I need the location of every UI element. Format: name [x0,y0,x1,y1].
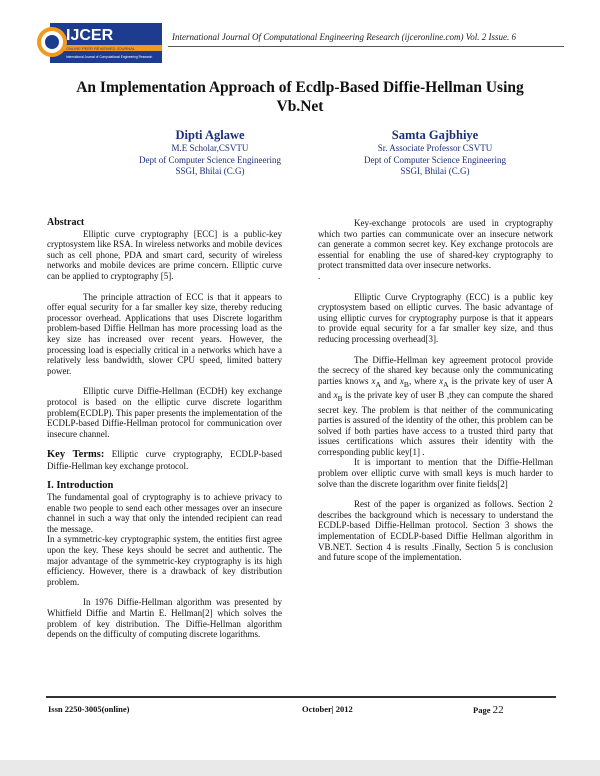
math-sub: B [337,393,343,403]
stray-dot: . [318,270,321,281]
bottom-band [0,760,600,776]
header-rule [168,46,564,47]
right-paragraph-5: Rest of the paper is organized as follows. Section 2 describes the background which is necessary to understand the ECDLP-based Diffie-Hellman protocol. Section 3 shows the implementation of ECDLP-based Diffie Hellman algorithm in VB.NET. Section 4 is results .Finally, Section 5 is conclusion and future scope of the implementation. [318,499,553,563]
logo-text: IJCER [66,27,114,44]
intro-paragraph-3: In 1976 Diffie-Hellman algorithm was presented by Whitfield Diffie and Martin E. Hellman[2] which solves the problem of key distribution. The Diffie-Hellman algorithm depends on the difficulty of computing discrete logarithms. [47,597,282,640]
footer-issn: Issn 2250-3005(online) [48,704,130,714]
author-institution: SSGI, Bhilai (C.G) [400,166,470,176]
journal-logo [36,20,164,66]
key-terms-heading: Key Terms: [47,449,105,461]
footer-rule [46,696,556,698]
text-run: and [383,375,397,386]
logo-subtitle: ONLINE PEER REVIEWED JOURNAL [66,46,136,51]
author-name: Dipti Aglawe [175,128,245,142]
math-var: x [371,375,376,386]
abstract-heading: Abstract [47,217,85,228]
author-institution: SSGI, Bhilai (C.G) [175,166,245,176]
page-label: Page [473,705,491,715]
right-paragraph-4: It is important to mention that the Diffie-Hellman problem over elliptic curve with small keys is much harder to solve than the discrete logarithm over finite fields[2] [318,457,553,489]
footer-date: October| 2012 [302,704,353,714]
introduction-heading: I. Introduction [47,480,114,492]
right-paragraph-2: Elliptic Curve Cryptography (ECC) is a public key cryptosystem based on elliptic curves. The basic advantage of using elliptic curves for cryptography purpose is that it appears to provide equal security for a far smaller key size, and thus reducing processing overhead[3]. [318,291,553,344]
abstract-paragraph-1: Elliptic curve cryptography [ECC] is a public-key cryptosystem like RSA. In wireless networks and mobile devices such as cell phone, PDA and smart card, security of wireless networks and mobile devices are prime concern. Elliptic curve can be applied to cryptography [5]. [47,228,282,281]
logo-journal-name: International Journal of Computational Engineering Research [66,55,153,59]
abstract-paragraph-3: Elliptic curve Diffie-Hellman (ECDH) key exchange protocol is based on the elliptic curve discrete logarithm problem(ECDLP). This paper presents the implementation of the ECDLP-based Diffie-Hellman protocol for communication over insecure channel. [47,386,282,439]
math-sub: A [443,379,449,389]
intro-paragraph-1: The fundamental goal of cryptography is to achieve privacy to enable two people to send each other messages over an insecure channel in such a way that only the intended recipient can read the message. [47,492,282,534]
author-2 [325,128,545,178]
author-role: Sr. Associate Professor CSVTU [377,143,493,153]
text-run: , where [408,375,437,386]
text-run: The Diffie-Hellman key agreement protocol provide the secrecy of the shared key because only the communicating parties knows [318,354,553,386]
math-sub: B [403,379,409,389]
journal-header: International Journal Of Computational Engineering Research (ijceronline.com) Vol. 2 Issue. 6 [172,32,517,42]
math-var: x [399,375,404,386]
author-role: M.E Scholar,CSVTU [171,143,249,153]
right-paragraph-1: Key-exchange protocols are used in cryptography which two parties can communicate over an insecure network can generate a common secret key. Key exchange protocols are essential for enabling the use of shared-key cryptography to protect transmitted data over insecure networks. [318,218,553,271]
author-1 [100,128,320,178]
abstract-paragraph-2: The principle attraction of ECC is that it appears to offer equal security for a far smaller key size, thereby reducing processor overhead. Applications that uses Discrete logarithm problem-based Diffie Hellman has more processing load as the key size has increased over recent years. However, the processing load is especially critical in a networks which have a relatively less bandwidth, slower CPU speed, limited battery power. [47,291,282,376]
key-terms-text: Elliptic curve cryptography, ECDLP-based Diffie-Hellman key exchange protocol. [47,449,283,471]
right-column [318,218,553,563]
author-name: Samta Gajbhiye [391,128,479,142]
text-run: is the private key of user B ,they can compute the shared secret key. The problem is that neither of the communicating parties is assured of the identity of the other, this problem can be solved if both parties have access to a trusted third party that issues certifications which assures their identity with the corresponding public key[1] . [318,390,554,457]
author-dept: Dept of Computer Science Engineering [139,154,281,165]
paper-title: An Implementation Approach of Ecdlp-Based Diffie-Hellman Using Vb.Net [76,79,524,115]
math-var: x [439,375,444,386]
page-number: 22 [492,704,504,716]
right-paragraph-3 [318,355,553,458]
left-column [47,218,282,640]
footer-page [473,704,504,716]
intro-paragraph-2: In a symmetric-key cryptographic system, the entities first agree upon the key. These keys should be secret and authentic. The major advantage of the symmetric-key cryptography is its high efficiency. However, there is a drawback of key distribution problem. [47,534,282,587]
author-dept: Dept of Computer Science Engineering [364,154,506,165]
text-run: is the private key of user A and [318,375,554,401]
key-terms [47,449,282,471]
math-sub: A [375,379,381,389]
math-var: x [333,390,338,401]
